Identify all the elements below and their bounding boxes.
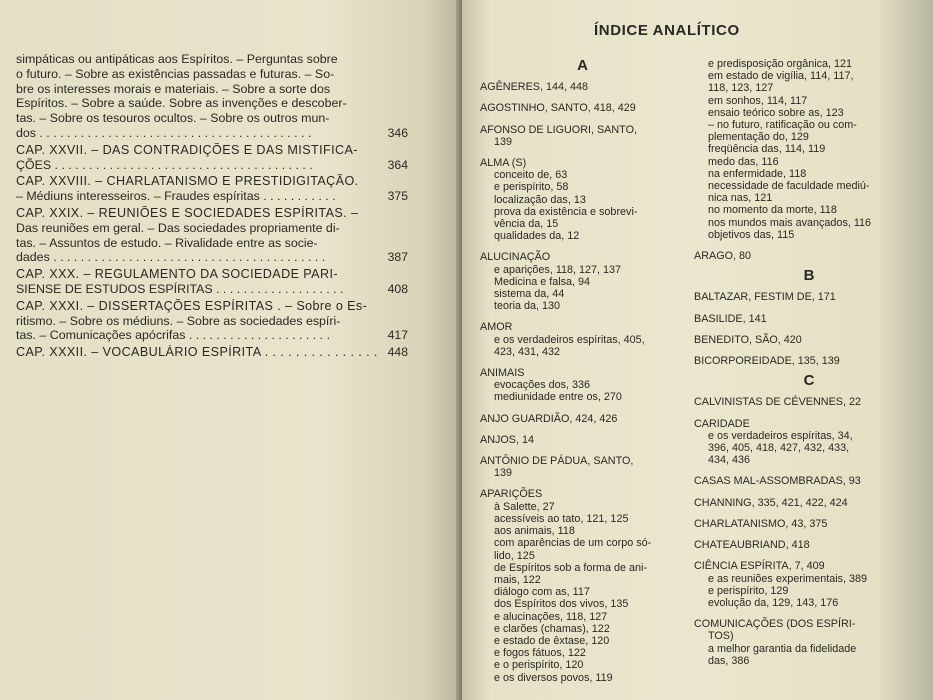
toc-entry [16,143,408,173]
index-subentry: TOS) [708,630,734,643]
toc-page-number: 408 [387,281,408,296]
index-subentry: em sonhos, 114, 117 [708,94,808,107]
toc-line: tas. – Comunicações apócrifas . . . . . . . . . . . . . . . . . . . . . [16,328,331,343]
index-subentry: 423, 431, 432 [494,345,561,358]
index-subentry: à Salette, 27 [494,500,555,513]
index-subentry: 139 [494,467,513,480]
index-subentry: dos Espíritos dos vivos, 135 [494,598,629,611]
toc-line: Das reuniões em geral. – Das sociedades propriamente di- [16,220,340,235]
index-subentry: ensaio teórico sobre as, 123 [708,106,844,119]
index-column-right [694,58,924,667]
index-subentry: sistema da, 44 [494,288,565,301]
toc-line: dos . . . . . . . . . . . . . . . . . . . . . . . . . . . . . . . . . . . . . . . . [16,125,312,140]
index-heading: ANJOS, 14 [480,433,535,446]
index-subentry: objetivos das, 115 [708,228,795,241]
index-subentry: mediunidade entre os, 270 [494,391,622,404]
index-subentry: conceito de, 63 [494,169,568,182]
index-subentry: de Espíritos sob a forma de ani- [494,561,648,574]
left-page [0,0,462,700]
toc-line: SIENSE DE ESTUDOS ESPÍRITAS . . . . . . . . . . . . . . . . . . . [16,281,344,296]
index-subentry: 139 [494,135,513,148]
index-subentry: das, 386 [708,654,750,667]
index-heading: ANTÔNIO DE PÁDUA, SANTO, [480,455,634,468]
index-heading: CIÊNCIA ESPÍRITA, 7, 409 [694,560,825,573]
toc-line: dades . . . . . . . . . . . . . . . . . . . . . . . . . . . . . . . . . . . . . . . . [16,250,326,265]
toc-line: CAP. XXIX. – REUNIÕES E SOCIEDADES ESPÍRITAS. – [16,205,359,220]
index-subentry: e aparições, 118, 127, 137 [494,263,622,276]
table-of-contents [16,52,408,362]
toc-line: tas. – Assuntos de estudo. – Rivalidade entre as socie- [16,235,318,250]
index-subentry: Medicina e falsa, 94 [494,275,591,288]
index-subentry: localização das, 13 [494,193,586,206]
toc-page-number: 364 [387,157,408,172]
index-heading: ALUCINAÇÃO [480,251,551,264]
index-subentry: e perispírito, 58 [494,181,569,194]
toc-page-number: 375 [387,189,408,204]
index-letter-c: C [803,372,815,390]
index-subentry: medo das, 116 [708,155,779,168]
index-subentry: necessidade de faculdade mediú- [708,180,870,193]
toc-line: CAP. XXX. – REGULAMENTO DA SOCIEDADE PARI- [16,267,338,282]
index-subentry: – no futuro, ratificação ou com- [708,119,857,132]
toc-line: Espíritos. – Sobre a saúde. Sobre as invenções e descober- [16,96,347,111]
index-heading: CHATEAUBRIAND, 418 [694,539,810,552]
index-subentry: nos mundos mais avançados, 116 [708,216,872,229]
index-subentry: 434, 436 [708,454,751,467]
index-heading: BASILIDE, 141 [694,312,767,325]
index-subentry: qualidades da, 12 [494,230,580,243]
toc-entry [16,174,408,204]
index-subentry: na enfermidade, 118 [708,167,807,180]
index-letter-a: A [577,57,588,74]
index-subentry: no momento da morte, 118 [708,204,837,217]
index-heading: CALVINISTAS DE CÉVENNES, 22 [694,396,862,409]
index-subentry: plementação do, 129 [708,131,809,144]
index-heading: CASAS MAL-ASSOMBRADAS, 93 [694,475,861,488]
index-subentry: e predisposição orgânica, 121 [708,58,853,70]
index-subentry: e os verdadeiros espíritas, 34, [708,429,853,442]
index-subentry: e os diversos povos, 119 [494,671,613,684]
toc-line: bre os interesses morais e materiais. – Sobre a sorte dos [16,81,331,96]
index-subentry: acessíveis ao tato, 121, 125 [494,512,629,525]
index-heading: CARIDADE [694,417,750,430]
toc-entry [16,299,408,343]
index-letter-b: B [803,267,815,285]
toc-line: CAP. XXXII. – VOCABULÁRIO ESPÍRITA . . . . . . . . . . . . . . . [16,345,378,360]
toc-line: CAP. XXVIII. – CHARLATANISMO E PRESTIDIGITAÇÃO. [16,174,359,189]
toc-page-number: 417 [387,328,408,343]
index-heading: CHANNING, 335, 421, 422, 424 [694,496,848,509]
index-heading: BENEDITO, SÃO, 420 [694,333,802,346]
index-subentry: teoria da, 130 [494,300,561,313]
index-subentry: e fogos fátuos, 122 [494,647,586,660]
index-subentry: e alucinações, 118, 127 [494,610,608,623]
index-subentry: e perispírito, 129 [708,584,789,597]
index-subentry: e estado de êxtase, 120 [494,634,610,647]
index-subentry: 118, 123, 127 [708,82,774,95]
index-subentry: evolução da, 129, 143, 176 [708,596,839,609]
index-heading: ANIMAIS [480,367,525,380]
index-heading: AMOR [480,321,513,334]
index-subentry: mais, 122 [494,573,541,586]
index-heading: COMUNICAÇÕES (DOS ESPÍRI- [694,618,856,631]
index-heading: ANJO GUARDIÃO, 424, 426 [480,412,618,425]
index-subentry: em estado de vigília, 114, 117, [708,70,854,83]
right-page [462,0,933,700]
index-subentry: e clarões (chamas), 122 [494,622,610,635]
index-subentry: e os verdadeiros espíritas, 405, [494,333,645,346]
index-subentry: evocações dos, 336 [494,379,591,392]
toc-line: simpáticas ou antipáticas aos Espíritos. – Perguntas sobre [16,52,338,66]
index-title: ÍNDICE ANALÍTICO [594,22,740,39]
toc-entry [16,52,408,141]
index-subentry: 396, 405, 418, 427, 432, 433, [708,442,850,455]
index-subentry: e o perispírito, 120 [494,659,584,672]
toc-page-number: 448 [387,345,408,360]
toc-entry [16,206,408,265]
index-subentry: vência da, 15 [494,218,559,231]
toc-line: tas. – Sobre os tesouros ocultos. – Sobre os outros mun- [16,111,330,126]
index-subentry: aos animais, 118 [494,525,575,538]
index-heading: CHARLATANISMO, 43, 375 [694,517,828,530]
toc-line: CAP. XXXI. – DISSERTAÇÕES ESPÍRITAS . – Sobre o Es- [16,298,368,313]
toc-line: ÇÕES . . . . . . . . . . . . . . . . . . . . . . . . . . . . . . . . . . . . . . [16,157,313,172]
index-subentry: nica nas, 121 [708,192,773,205]
index-column-left [480,58,685,684]
index-subentry: com aparências de um corpo só- [494,537,652,550]
toc-line: – Médiuns interesseiros. – Fraudes espíritas . . . . . . . . . . . [16,189,336,204]
index-heading: ARAGO, 80 [694,250,752,263]
toc-entry [16,267,408,297]
toc-page-number: 387 [387,250,408,265]
toc-line: CAP. XXVII. – DAS CONTRADIÇÕES E DAS MISTIFICA- [16,142,358,157]
toc-entry [16,345,408,360]
index-heading: BALTAZAR, FESTIM DE, 171 [694,291,836,304]
index-subentry: lido, 125 [494,549,535,562]
index-subentry: e as reuniões experimentais, 389 [708,572,868,585]
index-heading: ALMA (S) [480,157,527,170]
index-heading: AGÊNERES, 144, 448 [480,81,589,94]
index-subentry: prova da existência e sobrevi- [494,205,638,218]
index-heading: APARIÇÕES [480,488,543,501]
index-subentry: diálogo com as, 117 [494,586,590,599]
toc-line: o futuro. – Sobre as existências passadas e futuras. – So- [16,66,335,81]
index-subentry: a melhor garantia da fidelidade [708,642,857,655]
index-subentry: freqüência das, 114, 119 [708,143,826,156]
index-heading: AFONSO DE LIGUORI, SANTO, [480,123,637,136]
index-heading: AGOSTINHO, SANTO, 418, 429 [480,102,636,115]
toc-line: ritismo. – Sobre os médiuns. – Sobre as sociedades espíri- [16,313,341,328]
index-heading: BICORPOREIDADE, 135, 139 [694,355,840,368]
toc-page-number: 346 [387,125,408,140]
